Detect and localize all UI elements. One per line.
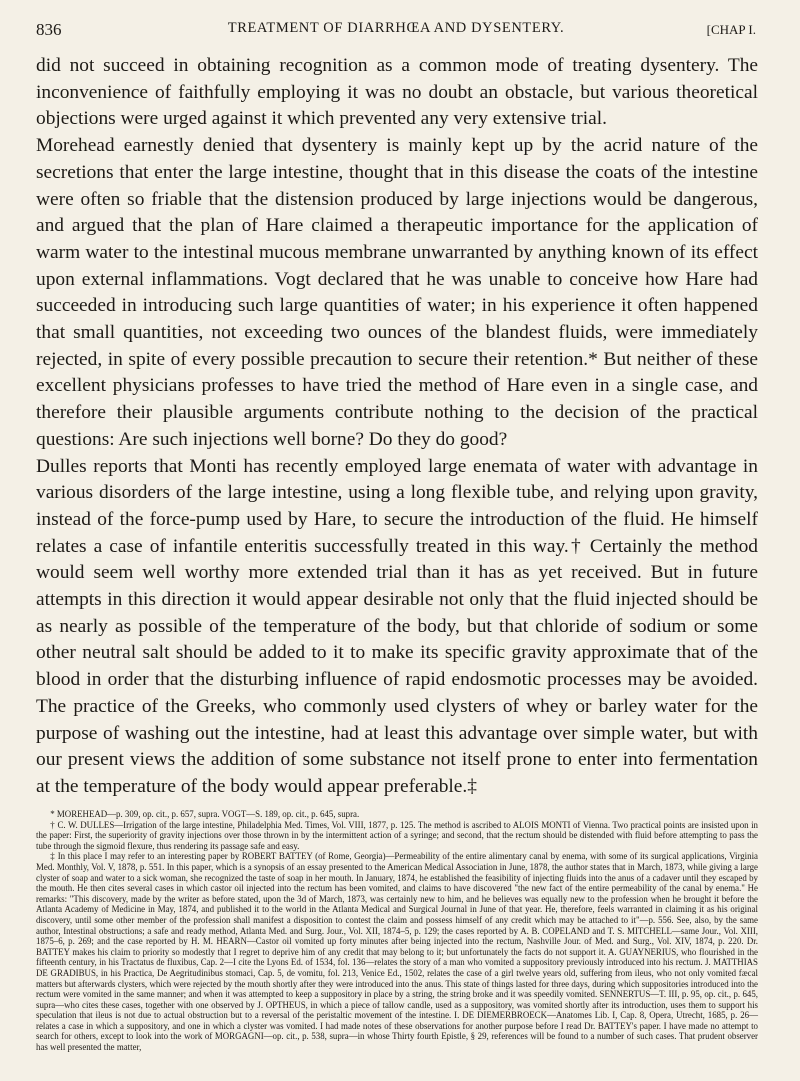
footnote-battey: ‡ In this place I may refer to an interesting paper by ROBERT BATTEY (of Rome, Georgia)—Permeability of the entire alimentary canal by enema, with some of its surgical applications, Virginia Med. Monthly, Vol. V, 1878, p. 551. In this paper, which is a synopsis of an essay presented to the American Medical Association in June, 1878, the author states that in March, 1873, while giving a large clyster of soap and water to a sick woman, she recognized the taste of soap in her mouth. In January, 1874, he established the feasibility of injecting fluids into the anus of a cadaver until they escaped by the mouth. He then cites several cases in which castor oil injected into the rectum has been vomited, and claims to have discovered "the new fact of the entire permeability of the canal by enema." He remarks: "This discovery, made by the writer as before stated, upon the 3d of March, 1873, was certainly new to him, and he believes was equally new to the profession when he brought it before the Atlanta Academy of Medicine in May, 1874, and published it to the world in the Atlanta Medical and Surgical Journal in June of that year. He, therefore, feels warranted in claiming it as his original discovery, until some other member of the profession shall manifest a disposition to contest the claim and possess himself of any credit which may be attached to it"—p. 556. See, also, by the same author, Intestinal obstructions; a safe and ready method, Atlanta Med. and Surg. Jour., Vol. XII, 1874–5, p. 129; the cases reported by A. B. COPELAND and T. S. MITCHELL—same Jour., Vol. XIII, 1875–6, p. 269; and the case reported by H. M. HEARN—Castor oil vomited up forty minutes after being injected into the rectum, Nashville Jour. of Med. and Surg., Vol. XIV, 1874, p. 220. Dr. BATTEY makes his claim to priority so modestly that I regret to deprive him of any credit that may belong to it; but unfortunately the facts do not support it. A. GUAYNERIUS, who flourished in the fifteenth century, in his Tractatus de fluxibus, Cap. 2—I cite the Lyons Ed. of 1534, fol. 136—relates the story of a man who vomited a suppository previously introduced into his rectum. J. MATTHIAS DE GRADIBUS, in his Practica, De Aegritudinibus stomaci, Cap. 5, de vomitu, fol. 213, Venice Ed., 1502, relates the case of a girl twelve years old, suffering from ileus, who not only vomited fæcal matters but afterwards clysters, which were rejected by the mouth shortly after they were introduced into the anus. This state of things lasted for three days, during which suppositories introduced into the rectum were vomited in the same manner; and when it was attempted to keep a suppository in place by a string, the string broke and it was speedily vomited. SENNERTUS—T. III, p. 95, op. cit., p. 645, supra—who cites these cases, together with one observed by J. OPTHEUS, in which a piece of tallow candle, used as a suppository, was vomited shortly after its introduction, uses them to support his speculation that ileus is not due to actual obstruction but to a reversal of the peristaltic movement of the intestine. I. DE DIEMERBROECK—Anatomes Lib. I, Cap. 8, Opera, Utrecht, 1685, p. 26—relates a case in which a suppository, and one in which a clyster was vomited. I had made notes of these observations for another purpose before I read Dr. BATTEY's paper. I have made no attempt to search for others, except to look into the work of MORGAGNI—op. cit., p. 538, supra—in whose Thirty fourth Epistle, § 29, references will be found to a number of such cases. That prudent observer has well presented the matter, — [36, 851, 758, 1053]
page-number: 836 — [36, 20, 62, 39]
paragraph-continuation: did not succeed in obtaining recognition as a common mode of treating dysentery. The inconvenience of faithfully employing it was no doubt an obstacle, but various theoretical objections were urged against it which prevented any very extensive trial. — [36, 55, 758, 130]
main-text — [36, 53, 758, 801]
footnote-dulles: † C. W. DULLES—Irrigation of the large intestine, Philadelphia Med. Times, Vol. VIII, 1877, p. 125. The method is ascribed to ALOIS MONTI of Vienna. Two practical points are insisted upon in the paper: First, the superiority of gravity injections over those thrown in by the intermittent action of a syringe; and second, that the rectum should be distended with fluid before attempting to pass the tube through the sigmoid flexure, thus rendering its passage safe and easy. — [36, 819, 758, 851]
paragraph-dulles: Dulles reports that Monti has recently employed large enemata of water with advantage in various disorders of the large intestine, using a long flexible tube, and relying upon gravity, instead of the force-pump used by Hare, to secure the introduction of the fluid. He himself relates a case of infantile enteritis successfully treated in this way.† Certainly the method would seem well worthy more extended trial than it has as yet received. But in future attempts in this direction it would appear desirable not only that the fluid injected should be as nearly as possible of the temperature of the body, but that chloride of sodium or some other neutral salt should be added to it to make its specific gravity approximate that of the blood in order that the disturbing influence of rapid endosmotic processes may be avoided. The practice of the Greeks, who commonly used clysters of whey or barley water for the purpose of washing out the intestine, had at least this advantage over simple water, but with our present views the addition of some substance not itself prone to enter into fermentation at the temperature of the body would appear preferable.‡ — [36, 455, 758, 797]
chapter-label: [CHAP I. — [706, 22, 756, 37]
footnotes — [36, 809, 758, 1053]
running-title: TREATMENT OF DIARRHŒA AND DYSENTERY. — [227, 20, 565, 36]
running-header — [36, 20, 756, 42]
paragraph-morehead: Morehead earnestly denied that dysentery is mainly kept up by the acrid nature of the secretions that enter the large intestine, thought that in this disease the coats of the intestine were often so friable that the distension produced by large injections would be dangerous, and argued that the plan of Hare claimed a therapeutic importance for the application of warm water to the intestinal mucous membrane unwarranted by anything known of its effect upon external inflammations. Vogt declared that he was unable to conceive how Hare had succeeded in introducing such large quantities of water; in his experience it often happened that small quantities, not exceeding two ounces of the blandest fluids, were immediately rejected, in spite of every possible precaution to secure their retention.* But neither of these excellent physicians professes to have tried the method of Hare even in a single case, and therefore their plausible arguments contribute nothing to the decision of the practical questions: Are such injections well borne? Do they do good? — [36, 135, 758, 450]
footnote-morehead: * MOREHEAD—p. 309, op. cit., p. 657, supra. VOGT—S. 189, op. cit., p. 645, supra. — [50, 809, 360, 819]
